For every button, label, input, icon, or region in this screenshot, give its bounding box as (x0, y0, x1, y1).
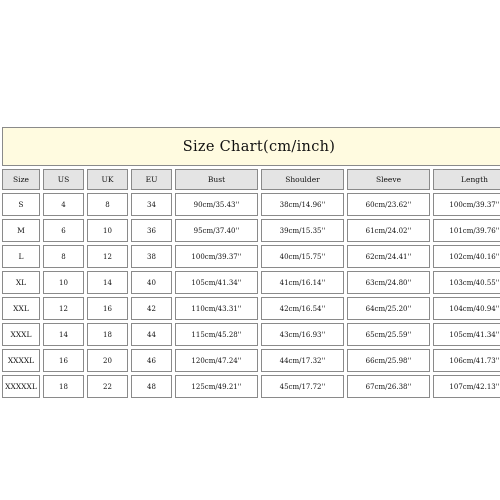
table-cell-length: 103cm/40.55'' (433, 271, 500, 294)
table-cell-uk: 18 (87, 323, 128, 346)
column-header-bust: Bust (175, 169, 258, 190)
size-chart-title: Size Chart(cm/inch) (2, 127, 500, 166)
table-cell-shoulder: 44cm/17.32'' (261, 349, 344, 372)
table-cell-sleeve: 63cm/24.80'' (347, 271, 430, 294)
table-cell-bust: 115cm/45.28'' (175, 323, 258, 346)
table-cell-size: XXXXL (2, 349, 40, 372)
table-cell-uk: 16 (87, 297, 128, 320)
table-cell-shoulder: 42cm/16.54'' (261, 297, 344, 320)
table-cell-eu: 34 (131, 193, 172, 216)
table-cell-length: 107cm/42.13'' (433, 375, 500, 398)
table-cell-us: 18 (43, 375, 84, 398)
column-header-eu: EU (131, 169, 172, 190)
table-cell-us: 8 (43, 245, 84, 268)
table-cell-length: 105cm/41.34'' (433, 323, 500, 346)
table-cell-us: 6 (43, 219, 84, 242)
table-cell-eu: 44 (131, 323, 172, 346)
table-cell-shoulder: 38cm/14.96'' (261, 193, 344, 216)
table-cell-shoulder: 45cm/17.72'' (261, 375, 344, 398)
column-header-shoulder: Shoulder (261, 169, 344, 190)
table-cell-uk: 20 (87, 349, 128, 372)
table-cell-sleeve: 65cm/25.59'' (347, 323, 430, 346)
table-cell-length: 100cm/39.37'' (433, 193, 500, 216)
table-cell-us: 4 (43, 193, 84, 216)
table-cell-size: M (2, 219, 40, 242)
table-cell-eu: 40 (131, 271, 172, 294)
column-header-uk: UK (87, 169, 128, 190)
table-cell-bust: 105cm/41.34'' (175, 271, 258, 294)
table-cell-sleeve: 66cm/25.98'' (347, 349, 430, 372)
column-header-sleeve: Sleeve (347, 169, 430, 190)
table-cell-eu: 48 (131, 375, 172, 398)
table-cell-eu: 36 (131, 219, 172, 242)
table-cell-length: 101cm/39.76'' (433, 219, 500, 242)
table-cell-bust: 100cm/39.37'' (175, 245, 258, 268)
table-cell-length: 104cm/40.94'' (433, 297, 500, 320)
table-cell-sleeve: 64cm/25.20'' (347, 297, 430, 320)
table-cell-uk: 22 (87, 375, 128, 398)
table-cell-uk: 8 (87, 193, 128, 216)
table-cell-us: 14 (43, 323, 84, 346)
size-chart-table (2, 127, 500, 391)
table-cell-us: 12 (43, 297, 84, 320)
table-cell-sleeve: 67cm/26.38'' (347, 375, 430, 398)
table-cell-bust: 110cm/43.31'' (175, 297, 258, 320)
table-cell-eu: 38 (131, 245, 172, 268)
column-header-size: Size (2, 169, 40, 190)
table-cell-sleeve: 62cm/24.41'' (347, 245, 430, 268)
table-cell-shoulder: 40cm/15.75'' (261, 245, 344, 268)
table-cell-size: XL (2, 271, 40, 294)
table-cell-bust: 125cm/49.21'' (175, 375, 258, 398)
table-cell-eu: 42 (131, 297, 172, 320)
table-cell-size: L (2, 245, 40, 268)
table-cell-bust: 120cm/47.24'' (175, 349, 258, 372)
table-cell-shoulder: 41cm/16.14'' (261, 271, 344, 294)
table-cell-bust: 90cm/35.43'' (175, 193, 258, 216)
table-cell-shoulder: 39cm/15.35'' (261, 219, 344, 242)
table-cell-us: 10 (43, 271, 84, 294)
table-cell-uk: 10 (87, 219, 128, 242)
table-cell-us: 16 (43, 349, 84, 372)
table-cell-uk: 12 (87, 245, 128, 268)
table-cell-size: XXXXXL (2, 375, 40, 398)
column-header-length: Length (433, 169, 500, 190)
column-header-us: US (43, 169, 84, 190)
table-cell-sleeve: 61cm/24.02'' (347, 219, 430, 242)
table-cell-size: S (2, 193, 40, 216)
table-cell-length: 106cm/41.73'' (433, 349, 500, 372)
table-cell-sleeve: 60cm/23.62'' (347, 193, 430, 216)
table-cell-shoulder: 43cm/16.93'' (261, 323, 344, 346)
table-cell-bust: 95cm/37.40'' (175, 219, 258, 242)
table-cell-eu: 46 (131, 349, 172, 372)
table-cell-size: XXL (2, 297, 40, 320)
table-cell-size: XXXL (2, 323, 40, 346)
table-cell-uk: 14 (87, 271, 128, 294)
table-cell-length: 102cm/40.16'' (433, 245, 500, 268)
